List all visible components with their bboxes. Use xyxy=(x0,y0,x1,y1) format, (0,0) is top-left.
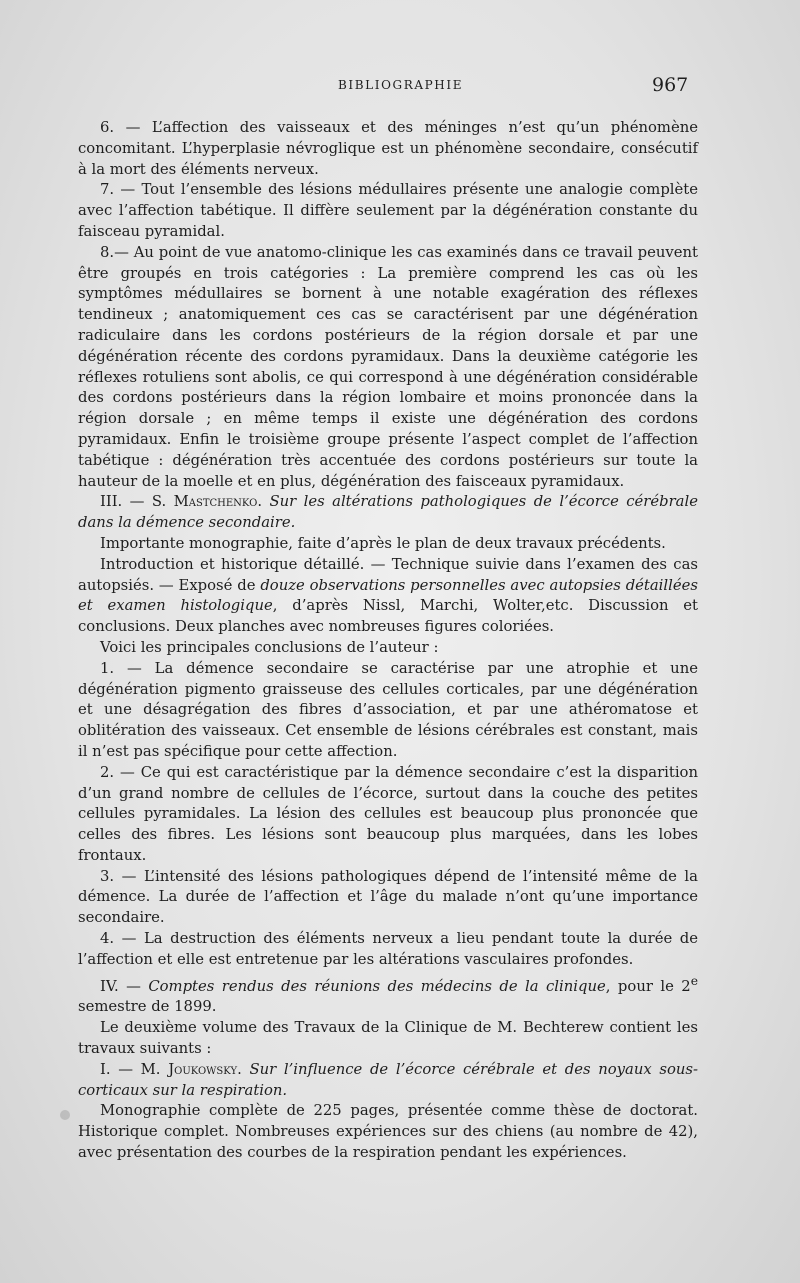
reference-author: Joukowsky. xyxy=(168,1060,242,1078)
reference-1 xyxy=(78,1060,698,1102)
paragraph-conclusion-7: 7. — Tout l’ensemble des lésions médullaires présente une analogie complète avec l’affection tabétique. Il diffère seulement par la dégénération constante du faisceau pyramidal. xyxy=(78,181,698,240)
ink-spot xyxy=(60,1110,70,1120)
conclusion-4: 4. — La destruction des éléments nerveux a lieu pendant toute la durée de l’affection et elle est entretenue par les altérations vasculaires profondes. xyxy=(78,930,698,968)
reference-title: Sur l’influence de l’écorce cérébrale et des noyaux sous-corticaux sur la respiration. xyxy=(78,1060,698,1099)
running-header: BIBLIOGRAPHIE xyxy=(338,78,464,92)
paragraph-introduction: Introduction et historique détaillé. — Technique suivie dans l’examen des cas autopsiés. — Exposé de douze observations personnelles avec autopsies détaillées et examen histologique, d’après Nissl, Marchi, Wolter,etc. Discussion et conclusions. Deux planches avec nombreuses figures coloriées. xyxy=(78,555,698,636)
body-text xyxy=(78,118,698,1164)
paragraph-conclusion-6: 6. — L’affection des vaisseaux et des méninges n’est qu’un phénomène concomitant. L’hyperplasie névroglique est un phénomène secondaire, consécutif à la mort des éléments nerveux. xyxy=(78,119,698,178)
conclusion-3: 3. — L’intensité des lésions pathologiques dépend de l’intensité même de la démence. La durée de l’affection et l’âge du malade n’ont qu’une importance secondaire. xyxy=(78,867,698,927)
reference-author: Mastchenko xyxy=(173,493,258,511)
reference-title: Comptes rendus des réunions des médecins de la clinique xyxy=(148,977,606,995)
paragraph-final: Monographie complète de 225 pages, présentée comme thèse de doctorat. Historique complet. Nombreuses expériences sur des chiens (au nombre de 42), avec présentation des courbes de la respiration pendant les expériences. xyxy=(78,1102,698,1161)
paragraph-voici: Voici les principales conclusions de l’auteur : xyxy=(100,638,439,656)
conclusion-1: 1. — La démence secondaire se caractérise par une atrophie et une dégénération pigmento graisseuse des cellules corticales, par une dégénération et une désagrégation des fibres d’association, et par une athéromatose et oblitération des vaisseaux. Cet ensemble de lésions cérébrales est constant, mais il n’est pas spécifique pour cette affection. xyxy=(78,659,698,760)
reference-3: III. — S. Mastchenko. Sur les altérations pathologiques de l’écorce cérébrale dans la démence secondaire. xyxy=(78,493,698,532)
paragraph-monographie: Importante monographie, faite d’après le plan de deux travaux précédents. xyxy=(100,534,666,552)
conclusion-2: 2. — Ce qui est caractéristique par la démence secondaire c’est la disparition d’un grand nombre de cellules de l’écorce, surtout dans la couche des petites cellules pyramidales. La lésion des cellules est beaucoup plus prononcée que celles des fibres. Les lésions sont beaucoup plus marquées, dans les lobes frontaux. xyxy=(78,763,698,864)
page-number: 967 xyxy=(652,74,689,96)
paragraph-volume: Le deuxième volume des Travaux de la Clinique de M. Bechterew contient les travaux suivants : xyxy=(78,1019,698,1057)
emphasis-observations: douze observations personnelles avec autopsies détaillées et examen histologique xyxy=(78,576,698,615)
reference-number: III. — S. xyxy=(100,493,167,511)
reference-number: I. — M. xyxy=(100,1060,161,1078)
reference-title: Sur les altérations pathologiques de l’écorce cérébrale dans la démence secondaire. xyxy=(78,493,698,532)
reference-4: IV. — Comptes rendus des réunions des médecins de la clinique, pour le 2e semestre de 1899. xyxy=(78,973,698,1016)
paragraph-conclusion-8: 8.— Au point de vue anatomo-clinique les cas examinés dans ce travail peuvent être groupés en trois catégories : La première comprend les cas où les symptômes médullaires se bornent à une notable exagération des réflexes tendineux ; anatomiquement ces cas se caractérisent par une dégénération radiculaire dans les cordons postérieurs de la région dorsale et par une dégénération récente des cordons pyramidaux. Dans la deuxième catégorie les réflexes rotuliens sont abolis, ce qui correspond à une dégénération considérable des cordons postérieurs dans la région lombaire et moins prononcée dans la région dorsale ; en même temps il existe une dégénération des cordons pyramidaux. Enfin le troisième groupe présente l’aspect complet de l’affection tabétique : dégénération très accentuée des cordons postérieurs sur toute la hauteur de la moelle et en plus, dégénération des faisceaux pyramidaux. xyxy=(78,243,698,490)
